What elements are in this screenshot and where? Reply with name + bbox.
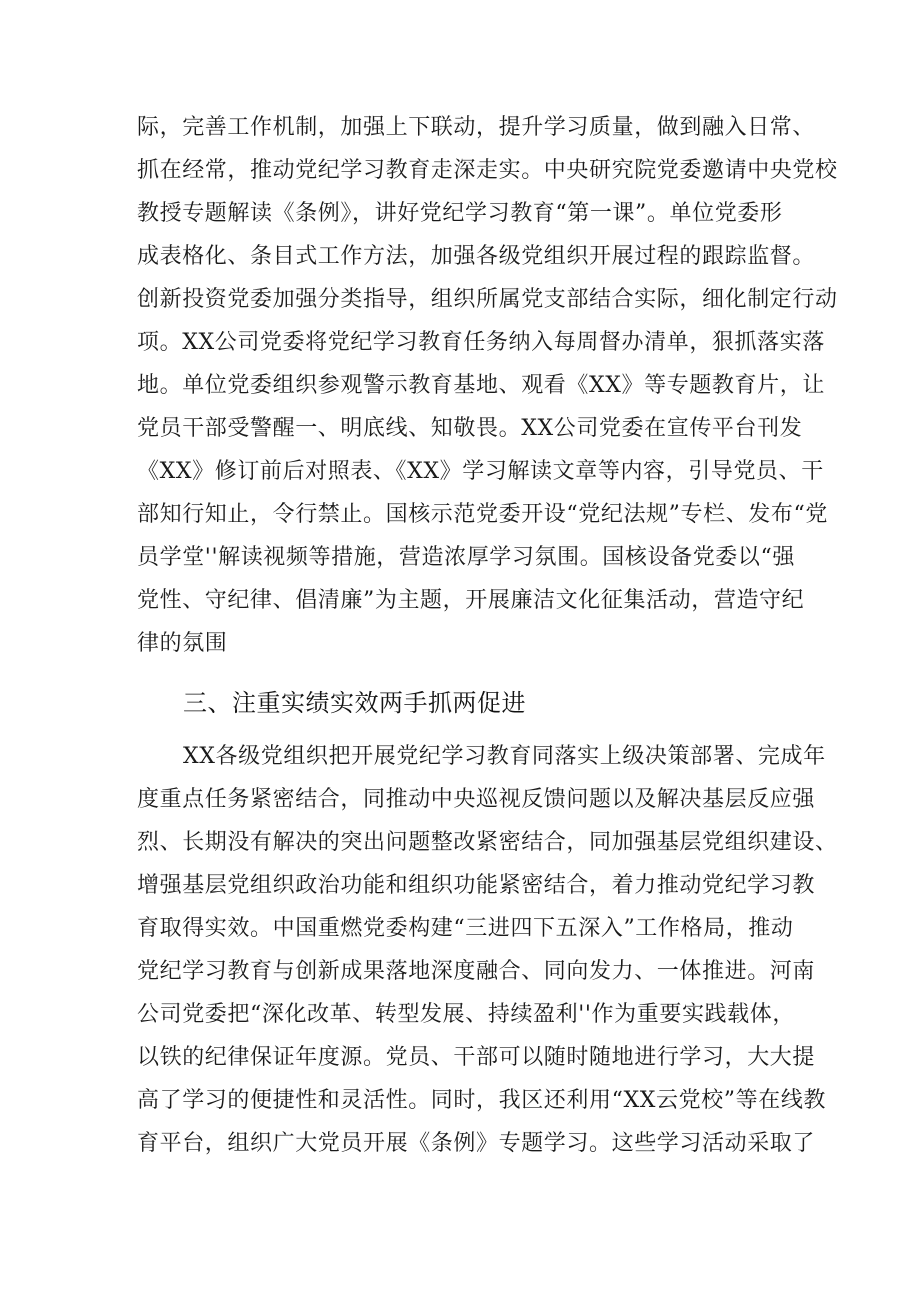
paragraph-line: 烈、长期没有解决的突出问题整改紧密结合，同加强基层党组织建设、 — [137, 830, 838, 855]
paragraph-line: 地。单位党委组织参观警示教育基地、观看《XX》等专题教育片，让 — [137, 373, 825, 398]
paragraph-line: 抓在经常，推动党纪学习教育走深走实。中央研究院党委邀请中央党校 — [137, 158, 838, 183]
paragraph-line: 员学堂''解读视频等措施，营造浓厚学习氛围。国核设备党委以“强 — [137, 545, 795, 570]
paragraph-line: 部知行知止，令行禁止。国核示范党委开设“党纪法规”专栏、发布“党 — [137, 502, 828, 527]
paragraph-line: 党员干部受警醒一、明底线、知敬畏。XX公司党委在宣传平台刊发 — [137, 416, 803, 441]
paragraph-line: 成表格化、条目式工作方法，加强各级党组织开展过程的跟踪监督。 — [137, 244, 816, 269]
paragraph-line: 际，完善工作机制，加强上下联动，提升学习质量，做到融入日常、 — [137, 115, 816, 140]
paragraph-line: 高了学习的便捷性和灵活性。同时，我区还利用“XX云党校”等在线教 — [137, 1088, 827, 1113]
paragraph-line: 育取得实效。中国重燃党委构建“三进四下五深入”工作格局，推动 — [137, 916, 794, 941]
paragraph-line: 《XX》修订前后对照表、《XX》学习解读文章等内容，引导党员、干 — [137, 459, 824, 484]
section-heading: 三、注重实绩实效两手抓两促进 — [183, 689, 526, 717]
paragraph-line: 增强基层党组织政治功能和组织功能紧密结合，着力推动党纪学习教 — [137, 873, 816, 898]
paragraph-line: 度重点任务紧密结合，同推动中央巡视反馈问题以及解决基层反应强 — [137, 787, 816, 812]
paragraph-line: 党纪学习教育与创新成果落地深度融合、同向发力、一体推进。河南 — [137, 959, 816, 984]
paragraph-line: 创新投资党委加强分类指导，组织所属党支部结合实际，细化制定行动 — [137, 287, 838, 312]
paragraph-line: 公司党委把“深化改革、转型发展、持续盈利''作为重要实践载体， — [137, 1002, 795, 1027]
paragraph-line: 育平台，组织广大党员开展《条例》专题学习。这些学习活动采取了 — [137, 1131, 816, 1156]
paragraph-line: 项。XX公司党委将党纪学习教育任务纳入每周督办清单，狠抓落实落 — [137, 330, 825, 355]
paragraph-line: 教授专题解读《条例》，讲好党纪学习教育“第一课”。单位党委形 — [137, 201, 783, 226]
paragraph-line: XX各级党组织把开展党纪学习教育同落实上级决策部署、完成年 — [183, 744, 826, 769]
paragraph-line: 律的氛围 — [137, 631, 228, 656]
paragraph-line: 党性、守纪律、倡清廉”为主题，开展廉洁文化征集活动，营造守纪 — [137, 588, 805, 613]
paragraph-line: 以铁的纪律保证年度源。党员、干部可以随时随地进行学习，大大提 — [137, 1045, 816, 1070]
